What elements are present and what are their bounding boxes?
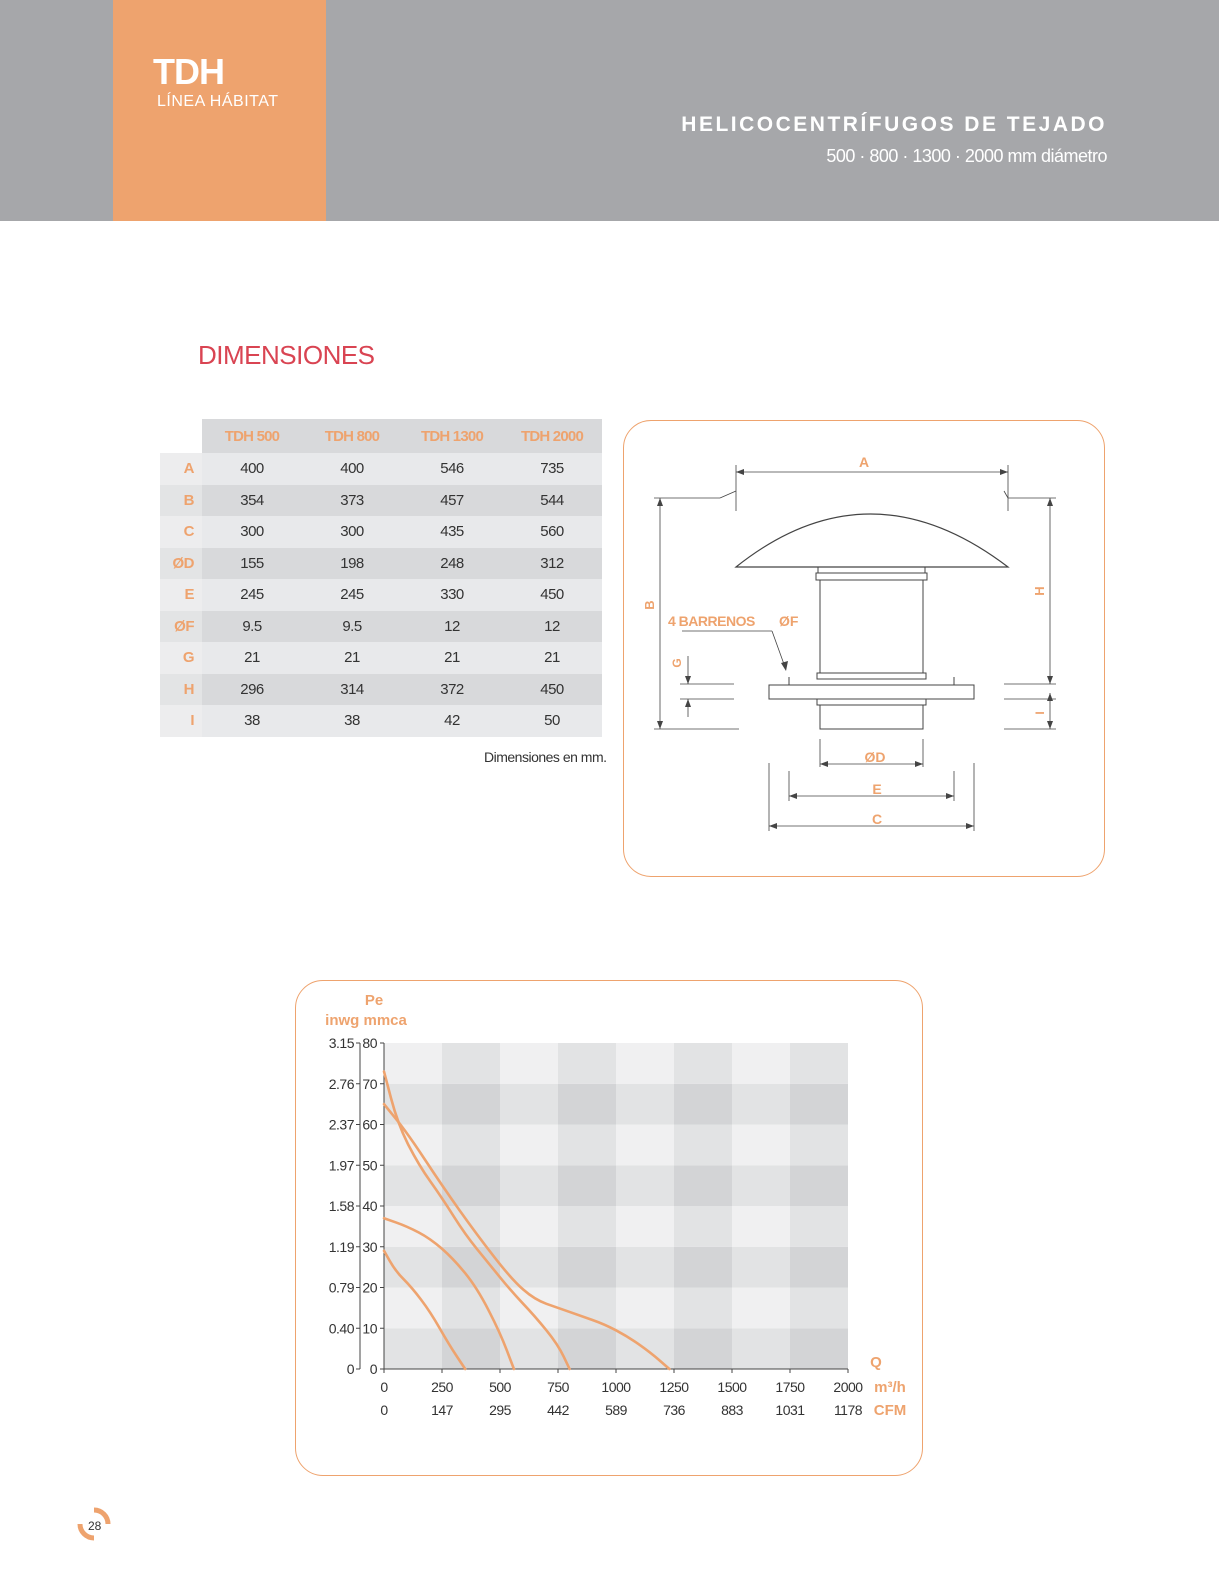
brand-block <box>113 0 326 221</box>
arrow-head <box>1047 498 1053 506</box>
header-subtitle: 500 · 800 · 1300 · 2000 mm diámetro <box>826 146 1107 166</box>
grid-cell <box>558 1206 616 1247</box>
grid-cell <box>384 1125 442 1166</box>
body-ring <box>817 673 926 679</box>
grid-cell <box>500 1125 558 1166</box>
x-tick-label-cfm: 589 <box>605 1402 627 1418</box>
column-header: TDH 500 <box>202 419 302 453</box>
y-tick-label-inwg: 1.58 <box>328 1198 354 1214</box>
grid-cell <box>674 1288 732 1329</box>
page-number: 28 <box>88 1519 102 1533</box>
table-row <box>160 705 602 737</box>
performance-chart <box>296 981 924 1477</box>
x-tick-label-cfm: 883 <box>721 1402 743 1418</box>
table-cell: 300 <box>202 516 302 548</box>
grid-cell <box>500 1084 558 1125</box>
grid-cell <box>732 1328 790 1369</box>
brand-subtitle: LÍNEA HÁBITAT <box>157 93 279 110</box>
grid-cell <box>500 1247 558 1288</box>
row-label: G <box>160 642 202 674</box>
x-tick-label-m3h: 500 <box>489 1379 511 1395</box>
row-label: ØD <box>160 548 202 580</box>
x-tick-label-cfm: 1031 <box>775 1402 805 1418</box>
table-cell: 450 <box>502 579 602 611</box>
table-cell: 245 <box>202 579 302 611</box>
grid-cell <box>616 1247 674 1288</box>
y-tick-label-mmca: 70 <box>362 1075 377 1092</box>
table-cell: 314 <box>302 674 402 706</box>
y-tick-label-mmca: 40 <box>362 1198 377 1214</box>
table-cell: 354 <box>202 485 302 517</box>
base-flange <box>769 685 974 699</box>
grid-cell <box>442 1084 500 1125</box>
grid-cell <box>790 1288 848 1329</box>
column-header: TDH 800 <box>302 419 402 453</box>
table-cell: 21 <box>402 642 502 674</box>
y-tick-label-inwg: 3.15 <box>328 1035 354 1051</box>
grid-cell <box>384 1328 442 1369</box>
grid-cell <box>384 1288 442 1329</box>
arrow-head <box>685 699 691 707</box>
x-tick-label-m3h: 2000 <box>833 1379 863 1395</box>
row-label: C <box>160 516 202 548</box>
dimensions-table <box>160 419 602 737</box>
grid-cell <box>500 1043 558 1084</box>
table-header-row <box>160 419 602 453</box>
table-cell: 12 <box>402 611 502 643</box>
table-cell: 21 <box>302 642 402 674</box>
table-cell: 300 <box>302 516 402 548</box>
row-label: A <box>160 453 202 485</box>
y-tick-label-mmca: 30 <box>362 1238 377 1255</box>
table-cell: 373 <box>302 485 402 517</box>
grid-cell <box>790 1206 848 1247</box>
grid-cell <box>732 1206 790 1247</box>
x-tick-label-m3h: 0 <box>380 1379 388 1395</box>
arrow-head <box>657 498 663 506</box>
table-cell: 296 <box>202 674 302 706</box>
column-header: TDH 2000 <box>502 419 602 453</box>
grid-cell <box>732 1125 790 1166</box>
fan-spigot <box>820 705 923 729</box>
grid-cell <box>558 1288 616 1329</box>
x-tick-label-m3h: 1750 <box>775 1379 805 1395</box>
grid-cell <box>500 1206 558 1247</box>
grid-cell <box>732 1043 790 1084</box>
x-tick-label-m3h: 1000 <box>601 1379 631 1395</box>
grid-cell <box>616 1206 674 1247</box>
grid-cell <box>790 1043 848 1084</box>
dim-ext-line <box>720 491 736 498</box>
table-corner <box>160 419 202 453</box>
label-of: ØF <box>779 613 799 629</box>
y-tick-label-inwg: 0.40 <box>328 1320 354 1337</box>
y-axis-units: inwg mmca <box>325 1012 407 1029</box>
table-cell: 546 <box>402 453 502 485</box>
neck-ring <box>816 573 927 580</box>
dome-outline <box>736 514 1008 567</box>
arrow-head <box>1000 469 1008 475</box>
label-i: I <box>1033 711 1047 715</box>
drawing-box <box>623 420 1105 877</box>
arrow-head <box>781 661 788 671</box>
grid-cell <box>674 1247 732 1288</box>
x-tick-label-m3h: 1250 <box>659 1379 689 1395</box>
arrow-head <box>657 721 663 729</box>
grid-cell <box>732 1084 790 1125</box>
fan-dimension-drawing <box>624 421 1106 878</box>
header-title: HELICOCENTRÍFUGOS DE TEJADO <box>681 113 1107 136</box>
table-row <box>160 485 602 517</box>
y-axis-title: Pe <box>364 992 384 1009</box>
table-cell: 38 <box>202 705 302 737</box>
table-row <box>160 674 602 706</box>
table-cell: 9.5 <box>302 611 402 643</box>
label-c: C <box>871 811 883 827</box>
fan-body <box>820 580 923 673</box>
table-cell: 50 <box>502 705 602 737</box>
label-b: B <box>642 600 657 610</box>
row-label: ØF <box>160 611 202 643</box>
table-cell: 198 <box>302 548 402 580</box>
arrow-head <box>946 793 954 799</box>
y-tick-label-inwg: 0 <box>346 1361 354 1377</box>
performance-chart-box <box>295 980 923 1476</box>
table-row <box>160 516 602 548</box>
label-od: ØD <box>864 749 886 765</box>
section-title: DIMENSIONES <box>198 340 375 370</box>
arrow-head <box>966 823 974 829</box>
x-tick-label-cfm: 1178 <box>833 1402 863 1418</box>
table-cell: 312 <box>502 548 602 580</box>
x-tick-label-cfm: 736 <box>663 1402 685 1418</box>
x-axis-unit-m3h: m³/h <box>874 1379 906 1396</box>
grid-cell <box>500 1165 558 1206</box>
y-tick-label-mmca: 50 <box>362 1157 377 1174</box>
grid-cell <box>790 1125 848 1166</box>
table-row <box>160 548 602 580</box>
grid-cell <box>790 1084 848 1125</box>
grid-cell <box>674 1125 732 1166</box>
arrow-head <box>789 793 797 799</box>
table-row <box>160 611 602 643</box>
row-label: B <box>160 485 202 517</box>
y-tick-label-inwg: 1.97 <box>328 1157 354 1174</box>
arrow-head <box>1047 693 1053 701</box>
x-tick-label-m3h: 750 <box>547 1379 569 1395</box>
grid-cell <box>384 1043 442 1084</box>
table-cell: 21 <box>502 642 602 674</box>
x-tick-label-cfm: 147 <box>431 1402 453 1418</box>
grid-cell <box>442 1288 500 1329</box>
grid-cell <box>674 1328 732 1369</box>
y-tick-label-inwg: 1.19 <box>328 1238 354 1255</box>
table-cell: 38 <box>302 705 402 737</box>
label-a: A <box>858 454 870 470</box>
x-tick-label-cfm: 0 <box>380 1402 388 1418</box>
table-row <box>160 579 602 611</box>
grid-cell <box>616 1125 674 1166</box>
arrow-head <box>1047 676 1053 684</box>
grid-cell <box>616 1043 674 1084</box>
table-cell: 9.5 <box>202 611 302 643</box>
table-cell: 245 <box>302 579 402 611</box>
grid-cell <box>732 1288 790 1329</box>
arrow-head <box>820 761 828 767</box>
x-axis-title: Q <box>870 1354 882 1371</box>
grid-cell <box>558 1247 616 1288</box>
table-cell: 248 <box>402 548 502 580</box>
table-cell: 21 <box>202 642 302 674</box>
table-cell: 12 <box>502 611 602 643</box>
grid-cell <box>674 1206 732 1247</box>
grid-cell <box>790 1328 848 1369</box>
y-tick-label-mmca: 20 <box>362 1279 377 1296</box>
grid-cell <box>790 1165 848 1206</box>
table-row <box>160 453 602 485</box>
table-cell: 400 <box>202 453 302 485</box>
y-tick-label-mmca: 10 <box>362 1320 377 1337</box>
table-cell: 450 <box>502 674 602 706</box>
x-tick-label-m3h: 1500 <box>717 1379 747 1395</box>
row-label: H <box>160 674 202 706</box>
grid-cell <box>732 1165 790 1206</box>
dimensions-note: Dimensiones en mm. <box>484 749 607 765</box>
y-tick-label-mmca: 60 <box>362 1116 377 1133</box>
arrow-head <box>915 761 923 767</box>
grid-cell <box>790 1247 848 1288</box>
y-tick-label-inwg: 0.79 <box>328 1279 354 1296</box>
grid-cell <box>616 1165 674 1206</box>
grid-cell <box>674 1165 732 1206</box>
x-axis-unit-cfm: CFM <box>873 1402 907 1419</box>
table-cell: 372 <box>402 674 502 706</box>
arrow-head <box>736 469 744 475</box>
grid-cell <box>442 1125 500 1166</box>
leader-line <box>772 631 785 667</box>
label-g: G <box>670 658 684 668</box>
arrow-head <box>685 676 691 684</box>
table-cell: 330 <box>402 579 502 611</box>
grid-cell <box>558 1084 616 1125</box>
grid-cell <box>558 1043 616 1084</box>
table-cell: 42 <box>402 705 502 737</box>
table-cell: 735 <box>502 453 602 485</box>
dim-ext-line <box>1004 491 1008 498</box>
table-row <box>160 642 602 674</box>
table-cell: 544 <box>502 485 602 517</box>
table-cell: 560 <box>502 516 602 548</box>
brand-title: TDH <box>153 51 224 92</box>
grid-cell <box>674 1043 732 1084</box>
grid-cell <box>558 1165 616 1206</box>
table-cell: 400 <box>302 453 402 485</box>
y-tick-label-mmca: 0 <box>369 1361 377 1377</box>
grid-cell <box>674 1084 732 1125</box>
neck-ring <box>818 567 925 573</box>
grid-cell <box>616 1288 674 1329</box>
grid-cell <box>616 1084 674 1125</box>
row-label: E <box>160 579 202 611</box>
y-tick-label-inwg: 2.76 <box>328 1075 354 1092</box>
arrow-head <box>1047 721 1053 729</box>
table-cell: 435 <box>402 516 502 548</box>
table-cell: 457 <box>402 485 502 517</box>
label-h: H <box>1032 586 1047 596</box>
flange-ring <box>817 699 926 705</box>
arrow-head <box>769 823 777 829</box>
x-tick-label-cfm: 442 <box>547 1402 569 1418</box>
y-tick-label-mmca: 80 <box>362 1035 377 1051</box>
table-cell: 155 <box>202 548 302 580</box>
row-label: I <box>160 705 202 737</box>
column-header: TDH 1300 <box>402 419 502 453</box>
label-barrenos: 4 BARRENOS <box>668 613 755 629</box>
x-tick-label-m3h: 250 <box>431 1379 453 1395</box>
y-tick-label-inwg: 2.37 <box>328 1116 354 1133</box>
grid-cell <box>558 1125 616 1166</box>
grid-cell <box>442 1043 500 1084</box>
label-e: E <box>872 781 882 797</box>
grid-cell <box>732 1247 790 1288</box>
x-tick-label-cfm: 295 <box>489 1402 511 1418</box>
